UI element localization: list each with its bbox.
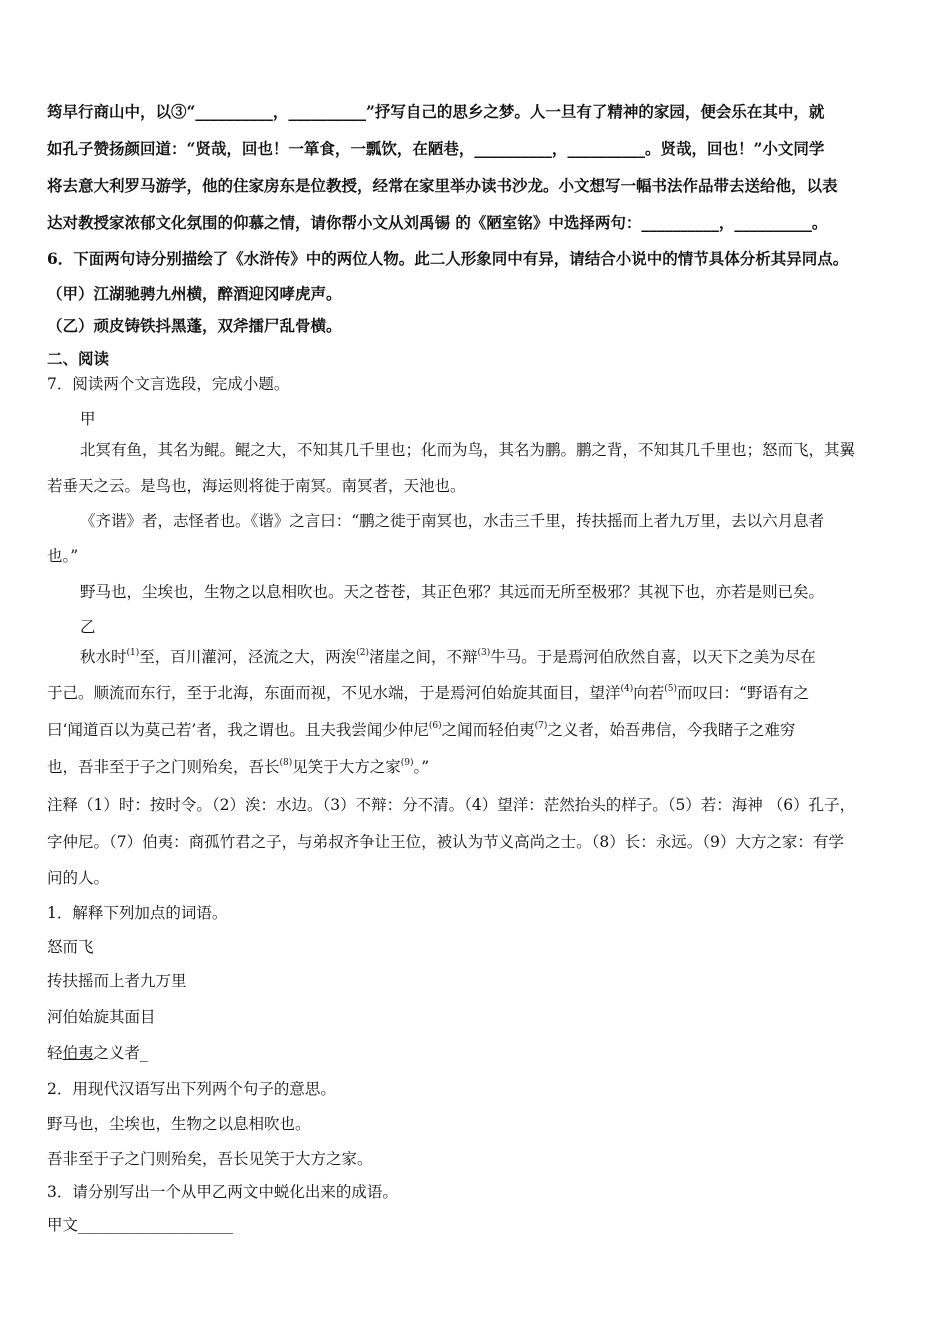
text: 如孔子赞扬颜回道：“贤哉，回也！一箪食，一瓢饮，在陋巷， — [47, 139, 475, 158]
text: 之闻而轻伯夷 — [441, 721, 535, 739]
footnote-ref: (6) — [428, 721, 442, 731]
footnote-ref: (8) — [279, 758, 293, 768]
text: 甲文 — [47, 1216, 79, 1234]
text: 而叹曰：“野语有之 — [677, 684, 809, 702]
text: ， — [718, 213, 735, 232]
answer-blank: __________ — [195, 102, 273, 121]
passage-jia-label: 甲 — [80, 410, 96, 428]
text: 秋水时 — [80, 648, 127, 666]
text: 向若 — [633, 684, 665, 702]
q7-prompt: 7．阅读两个文言选段，完成小题。 — [47, 375, 290, 393]
passage-yi-line3 — [47, 719, 795, 741]
sub1-item-d — [47, 1042, 148, 1064]
sub1-item-b: 抟扶摇而上者九万里 — [47, 972, 187, 990]
text: 曰‘闻道百以为莫己若’者，我之谓也。且夫我尝闻少仲尼 — [47, 721, 429, 739]
notes-line2: 字仲尼。（7）伯夷：商孤竹君之子，与弟叔齐争让王位，被认为节义高尚之士。（8）长：永远。（9）大方之家：有学 — [47, 833, 844, 851]
footnote-ref: (1) — [126, 648, 140, 658]
text: 。” — [413, 758, 430, 776]
text: 之义者，始吾弗信，今我睹子之难穷 — [547, 721, 796, 739]
answer-blank: __________ — [288, 102, 366, 121]
footnote-ref: (7) — [534, 721, 548, 731]
footnote-ref: (4) — [620, 684, 634, 694]
passage-yi-line4 — [47, 756, 429, 778]
q6-poem-jia: （甲）江湖驰骋九州横，醉酒迎冈哮虎声。 — [47, 284, 342, 303]
text: 之义者_ — [93, 1044, 148, 1062]
text: 。 — [811, 213, 828, 232]
sub3-jia-answer — [47, 1214, 233, 1236]
text: 也，吾非至于子之门则殆矣，吾长 — [47, 758, 280, 776]
answer-blank: __________ — [567, 139, 645, 158]
passage-jia-p2-line2: 也。” — [47, 547, 79, 565]
sub2-prompt: 2．用现代汉语写出下列两个句子的意思。 — [47, 1080, 336, 1098]
text: ， — [551, 139, 568, 158]
sub2-item-b: 吾非至于子之门则殆矣，吾长见笑于大方之家。 — [47, 1150, 373, 1168]
section-heading: 二、阅读 — [47, 349, 110, 368]
text: 筠早行商山中，以③“ — [47, 102, 196, 121]
q5-line-1 — [47, 101, 824, 123]
answer-blank: __________ — [474, 139, 552, 158]
answer-blank: __________ — [641, 213, 719, 232]
text: 至，百川灌河，泾流之大，两涘 — [139, 648, 357, 666]
q5-line-4 — [47, 212, 827, 234]
text: 轻 — [47, 1044, 63, 1062]
answer-blank: __________ — [734, 213, 812, 232]
passage-jia-p3: 野马也，尘埃也，生物之以息相吹也。天之苍苍，其正色邪？其远而无所至极邪？其视下也，亦若是则已矣。 — [80, 583, 825, 601]
sub3-prompt: 3．请分别写出一个从甲乙两文中蜕化出来的成语。 — [47, 1183, 398, 1201]
footnote-ref: (9) — [400, 758, 414, 768]
text: ， — [272, 102, 289, 121]
text: ”抒写自己的思乡之梦。人一旦有了精神的家园，便会乐在其中，就 — [365, 102, 825, 121]
underlined-word: 伯夷 — [62, 1044, 94, 1062]
q5-line-2 — [47, 138, 824, 160]
passage-yi-label: 乙 — [80, 618, 96, 636]
footnote-ref: (2) — [356, 648, 370, 658]
text: 牛马。于是焉河伯欣然自喜，以天下之美为尽在 — [490, 648, 816, 666]
passage-jia-p2-line1: 《齐谐》者，志怪者也。《谐》之言曰：“鹏之徙于南冥也，水击三千里，抟扶摇而上者九万里，去以六月息者 — [80, 512, 825, 530]
sub1-item-a: 怒而飞 — [47, 938, 94, 956]
q6-prompt: 6．下面两句诗分别描绘了《水浒传》中的两位人物。此二人形象同中有异，请结合小说中的情节具体分析其异同点。 — [47, 249, 849, 268]
sub1-item-c: 河伯始旋其面目 — [47, 1008, 156, 1026]
text: 渚崖之间，不辩 — [369, 648, 478, 666]
sub2-item-a: 野马也，尘埃也，生物之以息相吹也。 — [47, 1115, 311, 1133]
footnote-ref: (3) — [477, 648, 491, 658]
sub1-prompt: 1．解释下列加点的词语。 — [47, 904, 228, 922]
footnote-ref: (5) — [664, 684, 678, 694]
text: 于己。顺流而东行，至于北海，东面而视，不见水端，于是焉河伯始旋其面目，望洋 — [47, 684, 621, 702]
answer-blank: ____________________ — [78, 1216, 234, 1234]
q5-line-3: 将去意大利罗马游学，他的住家房东是位教授，经常在家里举办读书沙龙。小文想写一幅书法作品带去送给他，以表 — [47, 176, 838, 195]
text: 。贤哉，回也！”小文同学 — [644, 139, 825, 158]
notes-line3: 问的人。 — [47, 869, 110, 887]
text: 达对教授家浓郁文化氛围的仰慕之情，请你帮小文从刘禹锡 的《陋室铭》中选择两句： — [47, 213, 642, 232]
passage-yi-line1 — [80, 646, 816, 668]
passage-yi-line2 — [47, 682, 809, 704]
text: 见笑于大方之家 — [292, 758, 401, 776]
q6-poem-yi: （乙）顽皮铸铁抖黑蓬，双斧擂尸乱骨横。 — [47, 316, 342, 335]
passage-jia-p1-line2: 若垂天之云。是鸟也，海运则将徙于南冥。南冥者，天池也。 — [47, 477, 466, 495]
passage-jia-p1-line1: 北冥有鱼，其名为鲲。鲲之大，不知其几千里也；化而为鸟，其名为鹏。鹏之背，不知其几千里也；怒而飞，其翼 — [80, 441, 856, 459]
notes-line1: 注释（1）时：按时令。（2）涘：水边。（3）不辩：分不清。（4）望洋：茫然抬头的样子。（5）若：海神 （6）孔子， — [47, 796, 856, 814]
